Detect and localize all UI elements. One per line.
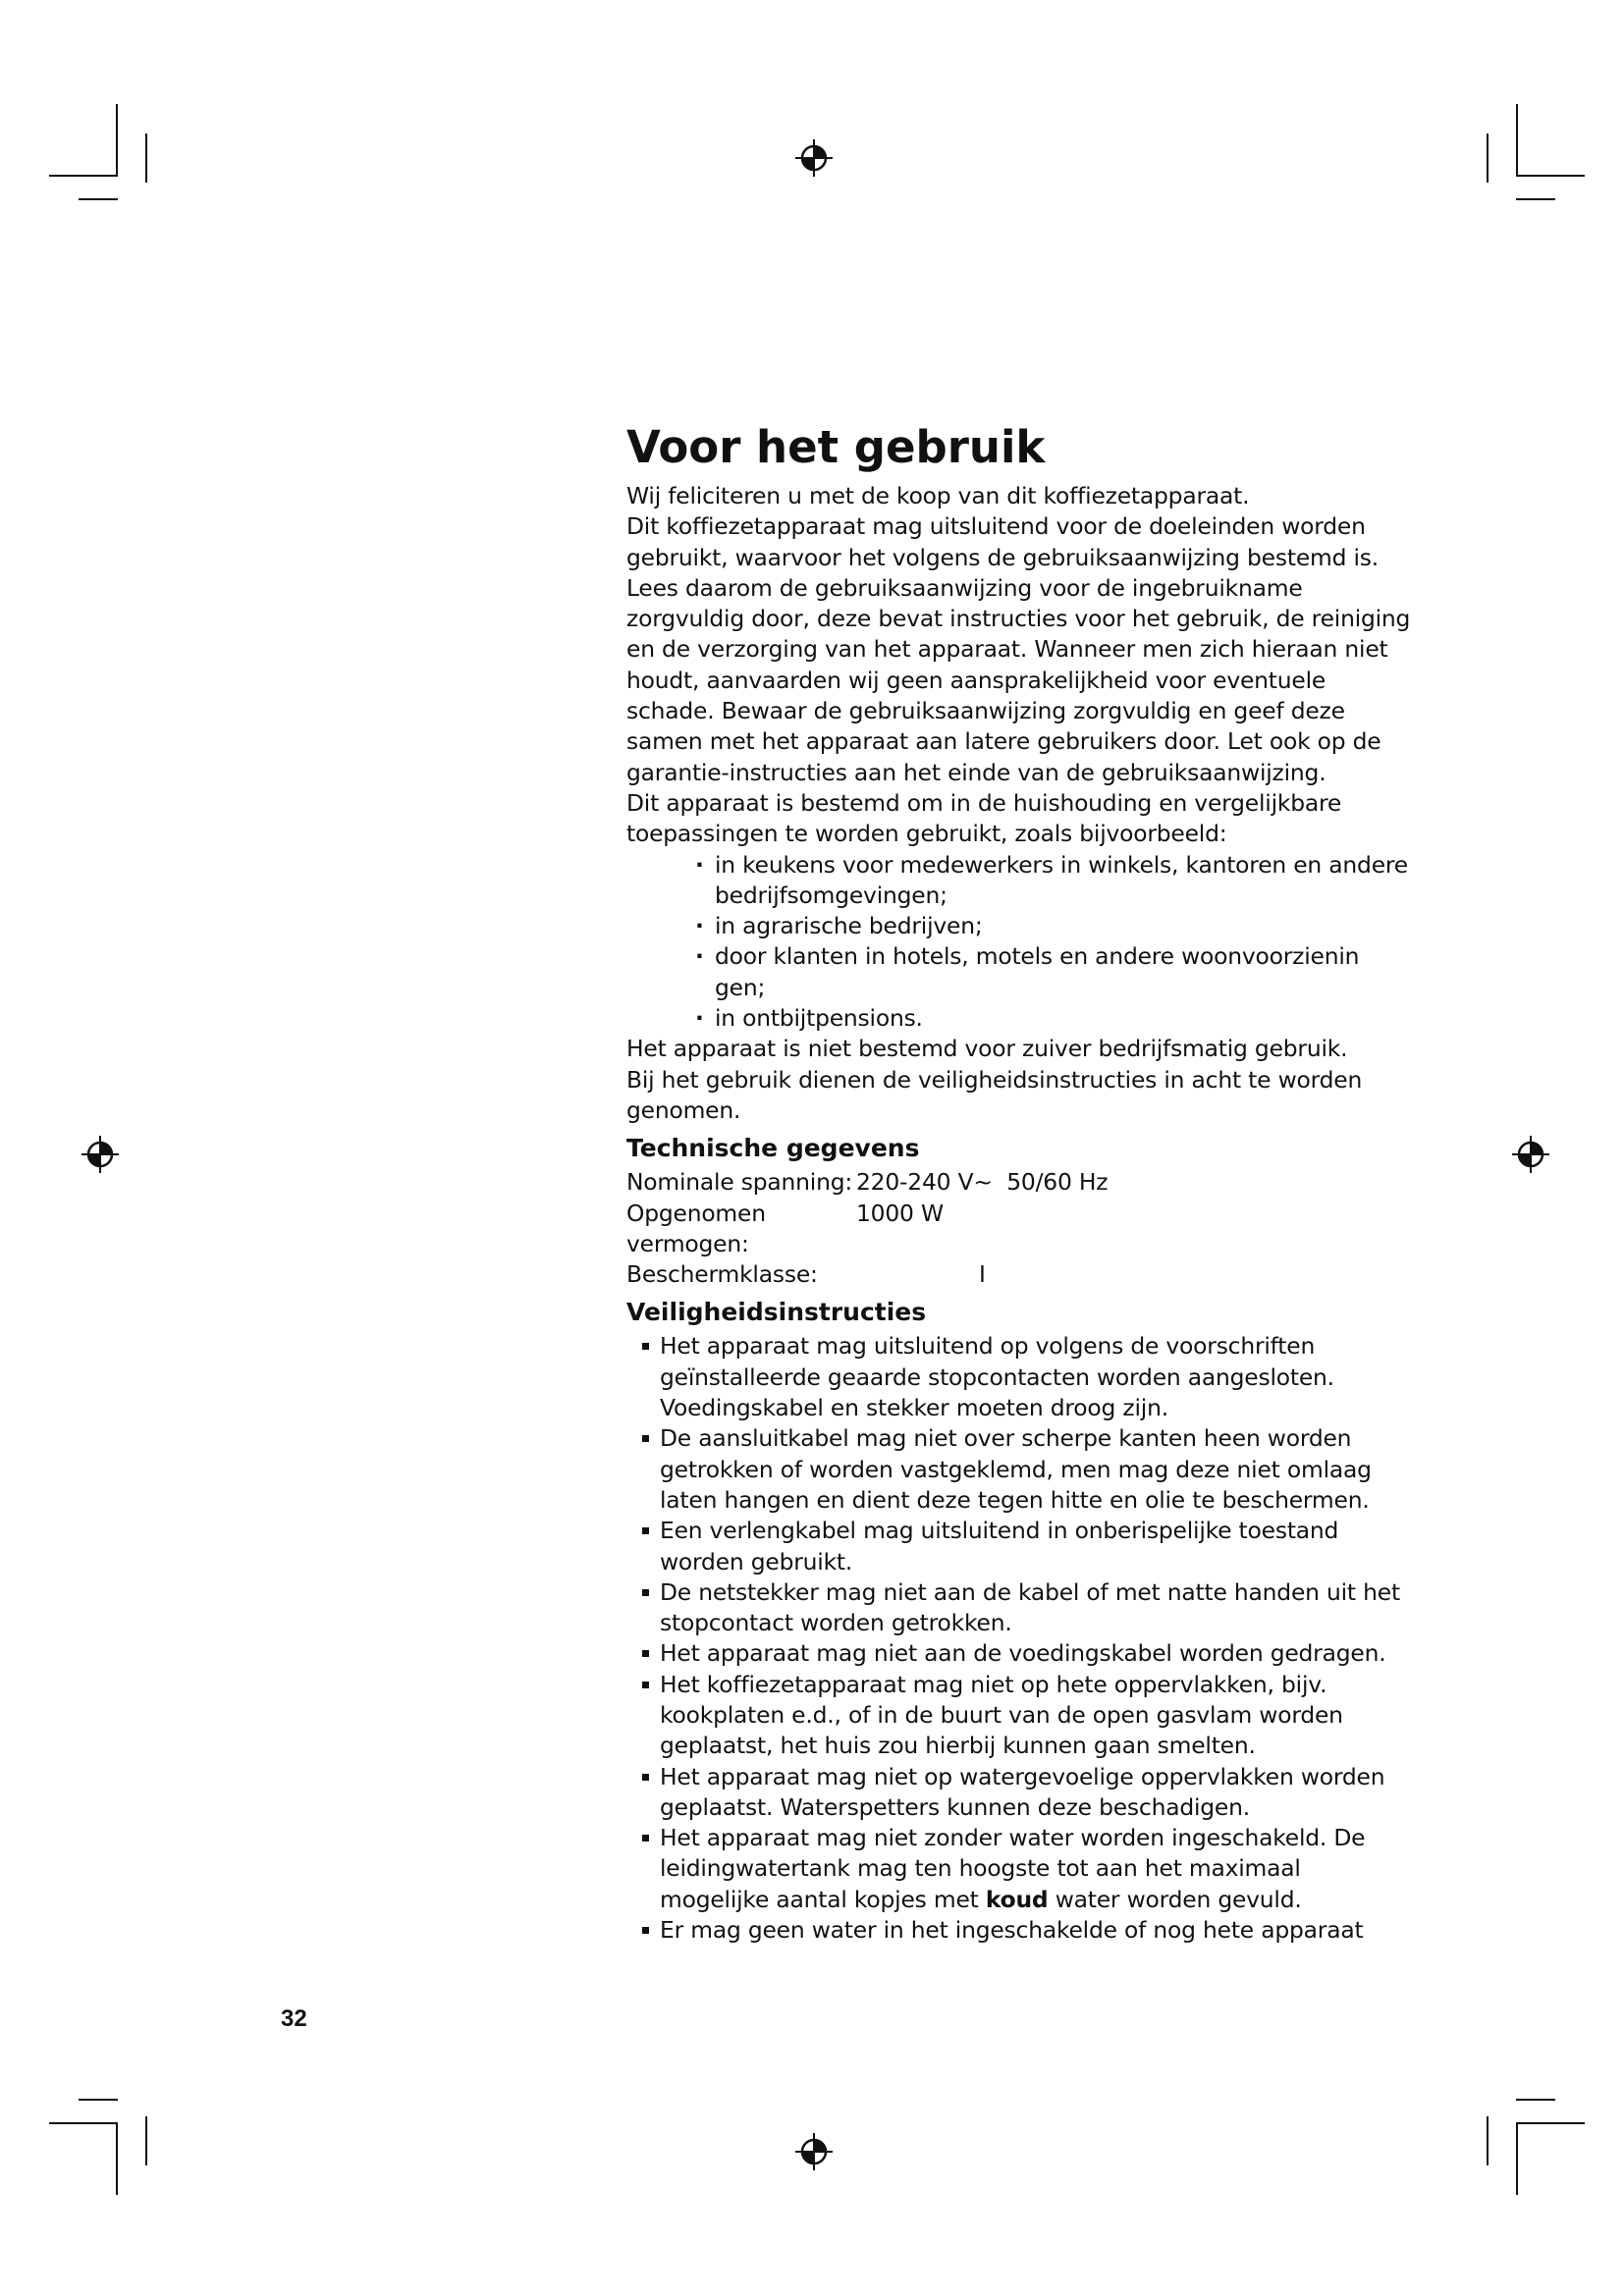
crop-mark [1516,2122,1585,2124]
list-item: Het apparaat mag niet op watergevoelige oppervlakken worden geplaatst. Waterspetters kunnen deze beschadigen. [640,1762,1412,1824]
table-row [626,1167,1108,1198]
list-item [640,1823,1412,1915]
table-row [626,1259,1108,1290]
list-item: Het apparaat mag uitsluitend op volgens de voorschriften geïnstalleerde geaarde stopcontacten worden aangesloten. Voedingskabel en stekker moeten droog zijn. [640,1331,1412,1423]
crop-mark [145,133,147,183]
spec-value: 220-240 V~ 50/60 Hz [856,1168,1109,1197]
body-paragraph: Bij het gebruik dienen de veiligheidsinstructies in acht te worden genomen. [626,1065,1363,1124]
crop-mark [1516,2099,1555,2101]
crop-mark [145,2116,147,2165]
list-item: Een verlengkabel mag uitsluitend in onberispelijke toestand worden gebruikt. [640,1516,1412,1577]
list-item-text: Het apparaat mag niet zonder water worden ingeschakeld. De leidingwatertank mag ten hoogste tot aan het maximaal mogelijke aantal kopjes met [660,1824,1366,1913]
page-title: Voor het gebruik [626,421,1046,473]
crop-mark [1516,104,1518,177]
emphasis-text: koud [985,1885,1049,1913]
usage-list [626,850,1412,1035]
safety-list [626,1331,1412,1946]
list-item: · in keukens voor medewerkers in winkels, kantoren en andere bedrijfsomgevingen; [693,850,1412,912]
crop-mark [116,2122,118,2195]
list-item: De netstekker mag niet aan de kabel of met natte handen uit het stopcontact worden getrokken. [640,1577,1412,1639]
spec-label: Opgenomen vermogen: [626,1199,766,1257]
list-item: De aansluitkabel mag niet over scherpe kanten heen worden getrokken of worden vastgeklemd, men mag deze niet omlaag laten hangen en dient deze tegen hitte en olie te beschermen. [640,1423,1412,1516]
list-item-text: water worden gevuld. [1048,1885,1302,1913]
page-number: 32 [281,2005,307,2032]
crop-mark [1487,2116,1489,2165]
crop-mark [1487,133,1489,183]
list-item: Er mag geen water in het ingeschakelde of nog hete apparaat [640,1915,1412,1946]
tech-data-table [626,1167,1108,1290]
crop-mark [49,175,118,177]
crop-mark [79,2099,118,2101]
main-content [626,420,1412,1946]
spec-label: Beschermklasse: [626,1260,818,1289]
registration-mark-icon [794,2132,834,2171]
spec-value: I [979,1260,986,1289]
crop-mark [49,2122,118,2124]
intro-paragraph: Wij feliciteren u met de koop van dit koffiezetapparaat. [626,482,1250,509]
registration-mark-icon [81,1135,120,1174]
crop-mark [1516,175,1585,177]
crop-mark [1516,198,1555,200]
spec-label: Nominale spanning: [626,1168,853,1197]
list-item: · in agrarische bedrijven; [693,911,1412,941]
list-item: Het apparaat mag niet aan de voedingskabel worden gedragen. [640,1638,1412,1669]
tech-data-heading: Technische gegevens [626,1134,920,1163]
safety-heading: Veiligheidsinstructies [626,1298,927,1327]
body-paragraph: Het apparaat is niet bestemd voor zuiver bedrijfsmatig gebruik. [626,1035,1348,1063]
crop-mark [116,104,118,177]
table-row [626,1199,1108,1260]
crop-mark [79,198,118,200]
intro-paragraph: Dit koffiezetapparaat mag uitsluitend voor de doeleinden worden gebruikt, waarvoor het volgens de gebruiksaanwijzing bestemd is. Lees daarom de gebruiksaanwijzing voor de ingebruikname zorgvuldig door, deze bevat instructies voor het gebruik, de reiniging en de verzorging van het apparaat. Wanneer men zich hieraan niet houdt, aanvaarden wij geen aansprakelijkheid voor eventuele schade. Bewaar de gebruiksaanwijzing zorgvuldig en geef deze samen met het apparaat aan latere gebruikers door. Let ook op de garantie-instructies aan het einde van de gebruiksaanwijzing. [626,512,1411,786]
spec-value: 1000 W [856,1199,944,1227]
list-item: · door klanten in hotels, motels en andere woonvoorzienin gen; [693,941,1412,1003]
crop-mark [1516,2122,1518,2195]
list-item: Het koffiezetapparaat mag niet op hete oppervlakken, bijv. kookplaten e.d., of in de buurt van de open gasvlam worden geplaatst, het huis zou hierbij kunnen gaan smelten. [640,1670,1412,1762]
registration-mark-icon [794,138,834,178]
registration-mark-icon [1511,1135,1550,1174]
list-item: · in ontbijtpensions. [693,1003,1412,1034]
intro-paragraph: Dit apparaat is bestemd om in de huishouding en vergelijkbare toepassingen te worden gebruikt, zoals bijvoorbeeld: [626,788,1342,848]
